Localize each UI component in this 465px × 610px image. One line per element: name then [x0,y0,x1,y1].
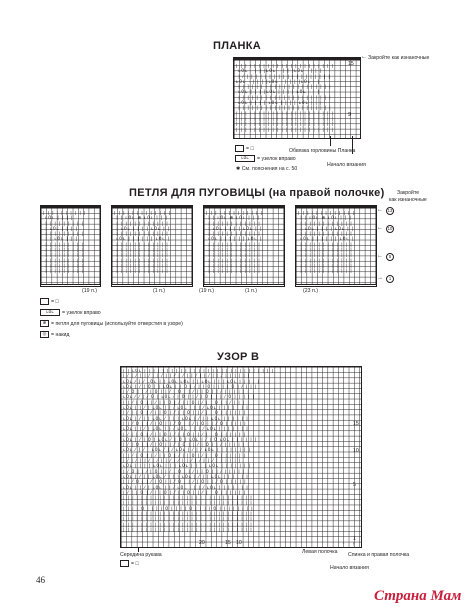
row-marker-1: 1 [386,275,394,283]
legend-symbol [235,145,244,152]
left-arrow-icon: ← [377,253,383,259]
planka-note-1: Обвязка горловины Планка [289,148,356,154]
repeat-bracket [295,283,377,287]
buttonhole-chart-2-symbols: | | | | | | | | | | | | | | | ʟ0ʟ ⊕ ʟ0ʟ | | | | | | | | | | | | | | | | ʟ0ʟ | | | | ʟ0ʟ | | | | | | | | | | | | | | ʟ0ʟ | | | | | | ʟ0ʟ | | | | | | | | | | | | | | | | | | | | | | | | | | | | | | | | | | | | | | | | | | | | | | | | | | | | | | | | | | | | | | | | | | | | | | | | | [114,211,171,275]
repeat-bracket [203,283,285,287]
uzor-legend-row [120,560,139,567]
legend-text: = □ [51,298,59,305]
planka-title: ПЛАНКА [213,40,261,52]
legend-symbol [120,560,129,567]
watermark-logo: Страна Мам [374,588,462,604]
legend-text: = □ [131,560,139,567]
row-marker-13: 13 [387,208,393,213]
uzor-row-5: 5 [353,482,356,488]
uzor-col-10: 10 [236,540,242,546]
repeat-bracket [40,283,101,287]
legend-symbol [40,298,49,305]
legend-symbol: ʟ0ʟ [40,309,60,316]
uzor-row-15: 15 [353,421,359,427]
planka-note-2: Начало вязания [327,162,366,168]
left-arrow-icon: ← [377,207,383,213]
planka-chart-symbols: | | | | | | | | | | | | | | | | | | | | | | ʟ0ʟ | | |ʟ0ʟ | | |ʟ0ʟ | | | | ⁄ | | | | | | | | | | | | | | | | | | | ʟ0ʟ | | | |ʟ0ʟ | | | |ʟ0ʟ | | | | | | | | | | | | | | | | | | | | | | | ʟ0ʟ | | | |ʟ0ʟ | | | | ʟ0ʟ | | | | | | | | | | | | | | | | | | | | | | | ʟ0ʟ | | | | ʟ0ʟ | | | | ʟ0ʟ | | | | | | | | | | | | | | | | | | | | | | | | | | | | | | | | | | | | | | | | | | | | | | | | | | | | | | | | | | | | | | | | | | | | | | | | | | | | | | | | | | | | | | | | | | | | | | | | | | | | | | | | | | | | | | | | [236,64,334,133]
planka-tick [330,136,331,146]
buttonhole-side-1: Закройте [397,190,420,196]
stitch-count-1: (19 п.) [82,288,97,294]
page-number: 46 [36,575,45,585]
uzor-chart-symbols: | | ʟ0ʟ | | | | | | | | | | | | | | | | | | | | | | | | | | | | | | ⁄ | ⁄ | | ⁄ | | ⁄ | | ⁄ | ⁄ | | ⁄ | | ⁄ | | ⁄ | | | | | | ʟ0ʟ ⁄ | ⁄ ʟ0ʟ | | ʟ0ʟ ʟ0ʟ | | ʟ0ʟ | | | ʟ0ʟ | | | | | ʟ0ʟ | ⁄ | 0 | | ʟ0ʟ | | 0 | ⁄ | | 0 | | | | 0 | ⁄ | | | | ⁄ 0 | | ⁄ | 0 | | ⁄ | 0 | | ⁄ | | 0 | | ⁄ | | | | | | ʟ0ʟ ⁄ ⁄ | ⁄ 0 | ʟ0ʟ ⁄ | 0 | | ⁄ | 0 | | | ⁄ 0 | | | | | | | ⁄ | 0 | | ⁄ | | 0 | ⁄ | | 0 | ⁄ | | 0 | | ⁄ | | | | ʟ0ʟ | | ⁄ | ʟ0ʟ | | ⁄ ʟ0ʟ | | | ⁄ ʟ0ʟ | | | | | | | | ⁄ | | 0 | ⁄ | | 0 | ⁄ | | 0 | | ⁄ | | 0 | | | | | | ʟ0ʟ | ⁄ | | ʟ0ʟ ⁄ | | | ʟ0ʟ | ⁄ | | ʟ0ʟ | | | | | | | | ⁄ 0 | | ⁄ | 0 | | ⁄ 0 | | ⁄ | 0 | | ⁄ 0 | | | | | ʟ0ʟ | | ⁄ | ʟ0ʟ | | ⁄ ʟ0ʟ | | | ⁄ ʟ0ʟ | | | | | | | | ⁄ | | 0 | ⁄ | | 0 | ⁄ | | 0 | | ⁄ | | 0 | | | | | | ʟ0ʟ | ⁄ | 0 | ʟ0ʟ ⁄ | 0 | ʟ0ʟ | ⁄ | 0 ʟ0ʟ | | | | | | | ⁄ | 0 | | ⁄ | 0 | | ⁄ | 0 | | ⁄ | 0 | | ⁄ | | | | | | ʟ0ʟ ⁄ | ⁄ | ʟ0ʟ ⁄ | ⁄ ʟ0ʟ | ⁄ | ⁄ ʟ0ʟ | | | | | | | | | | ⁄ | 0 | | ⁄ | | 0 | ⁄ | | 0 | ⁄ | | 0 | | | | | | | ⁄ | ⁄ | | ⁄ | ⁄ | | ⁄ | ⁄ | | ⁄ | ⁄ | | ⁄ | | | | | | ʟ0ʟ | | | | ʟ0ʟ | | | ʟ0ʟ | | | | ʟ0ʟ | | | | | | | | | ⁄ 0 | | ⁄ | 0 | | ⁄ | 0 | | ⁄ | | 0 | | ⁄ | | | | | | ʟ0ʟ | ⁄ | | ʟ0ʟ ⁄ | | | ʟ0ʟ | ⁄ | | ʟ0ʟ | | | | | | | | ⁄ 0 | | ⁄ | 0 | | ⁄ 0 | | ⁄ | 0 | | ⁄ 0 | | | | | ʟ0ʟ | | ⁄ | ʟ0ʟ | | ⁄ ʟ0ʟ | | | ⁄ ʟ0ʟ | | | | | | | | ⁄ | | 0 | ⁄ | | 0 | ⁄ | | 0 | | ⁄ | | 0 | | | | | | | | | | | | | | | | | | | | | | | | | | | | | | | | | | | | | | | | | | | | | | | | | | | | | | | | | | | | | | | | | | | | 0 | | | | 0 | | | | 0 | | | | 0 | | | | | | | | | | | | | | | | | | | | | | | | | | | | | | | | | | | | | | | | | | | | | | | | | | | | | | | | | | | | | | | | | | | | | | | | | | | | | | | | | | | | | | | | | | | | | | | | | | | | | | | | | | | | | | | | | | | | | | | | | | | | [123,369,274,533]
up-arrow-icon: ↑ [352,542,355,548]
uzor-label-start: Начало вязания [330,565,369,571]
buttonhole-chart-1-symbols: | | | | | | | | | | ʟ0ʟ | | | | | | | | | | | | | | ʟ0ʟ | | | | | | | | | | | | | | | ʟ0ʟ | | | | | | | | | | | | | | | | | | | | | | | | | | | | | | | | | | | | | | | | | | | | | | | | | | | | | | | | | [43,211,87,275]
uzor-title: УЗОР В [217,351,260,363]
planka-row-15: 15 [348,61,354,67]
up-arrow-icon: ↑ [342,542,345,548]
planka-legend-row [235,145,254,152]
row-marker-10: 10 [387,226,393,231]
buttonhole-legend-row [40,298,59,305]
buttonhole-chart-3 [203,205,285,285]
legend-text: = петля для пуговицы (используйте отверстия в узоре) [51,320,183,327]
legend-text: = узелок вправо [257,155,296,162]
right-arrow-icon: ← [361,54,367,60]
uzor-col-20: 20 [199,540,205,546]
uzor-col-15: 15 [225,540,231,546]
stitch-count-4: (1 п.) [245,288,258,294]
planka-legend-row [235,155,296,162]
uzor-label-left-front: Левая полочка [302,549,338,555]
buttonhole-legend-row [40,331,69,338]
buttonhole-legend-row [40,320,183,327]
left-arrow-icon: ← [377,225,383,231]
stitch-count-3: (19 п.) [199,288,214,294]
legend-text: = узелок вправо [62,309,101,316]
buttonhole-side-2: как изнаночные [389,197,427,203]
buttonhole-chart-2 [111,205,193,285]
planka-chart [233,57,361,139]
planka-footnote: ✱ См. пояснения на с. 50 [236,166,298,172]
row-marker-5: 5 [386,253,394,261]
legend-text: = накид [51,331,70,338]
buttonhole-icon: ⊕ [40,320,49,327]
buttonhole-chart-1 [40,205,101,285]
uzor-label-back: Спинка и правая полочка [348,552,410,558]
stitch-count-5: (23 п.) [303,288,318,294]
stitch-count-2: (1 п.) [153,288,166,294]
uzor-label-center: Середина рукава [120,552,162,558]
uzor-row-1: 1 [353,536,356,542]
repeat-bracket [111,283,193,287]
planka-row-9: 9 [348,112,351,118]
buttonhole-chart-4-symbols: | | | | | | | | | | | | | | | ʟ0ʟ ⊕ ʟ0ʟ | | | | | | | | | | | | | | | | ʟ0ʟ | | | | ʟ0ʟ | | | | | | | | | | | | | | ʟ0ʟ | | | | | | ʟ0ʟ | | | | | | | | | | | | | | | | | | | | | | | | | | | | | | | | | | | | | | | | | | | | | | | | | | | | | | | | | | | | | | | | | | | | | | | | | [298,211,355,275]
buttonhole-chart-4 [295,205,377,285]
uzor-row-10: 10 [353,448,359,454]
legend-text: = □ [246,145,254,152]
legend-symbol: ʟ0ʟ [235,155,255,162]
right-arrow-icon: → [377,275,383,281]
yarn-over-icon: ◎ [40,331,49,338]
buttonhole-title: ПЕТЛЯ ДЛЯ ПУГОВИЦЫ (на правой полочке) [129,187,385,199]
buttonhole-legend-row [40,309,101,316]
uzor-chart [120,366,362,548]
planka-side-label: Закройте как изнаночные [368,55,430,61]
buttonhole-chart-3-symbols: | | | | | | | | | | | | | | | ʟ0ʟ ⊕ ʟ0ʟ | | | | | | | | | | | | | | | | ʟ0ʟ | | | | ʟ0ʟ | | | | | | | | | | | | | | ʟ0ʟ | | | | | | ʟ0ʟ | | | | | | | | | | | | | | | | | | | | | | | | | | | | | | | | | | | | | | | | | | | | | | | | | | | | | | | | | | | | | | | | | | | | | | | | | [206,211,263,275]
